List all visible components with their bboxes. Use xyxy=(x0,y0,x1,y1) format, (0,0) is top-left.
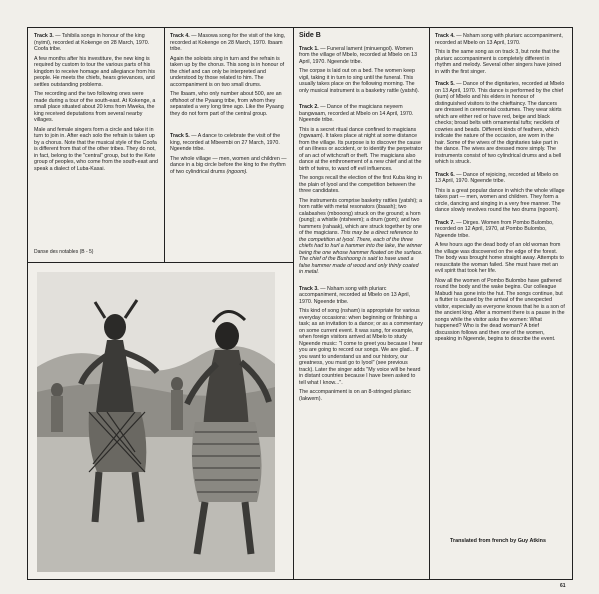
b-track2-paragraph: The instruments comprise basketry rattles (yatshi); a horn rattle with metal resonators (ibaash); two calabashes (mbooong) struck on the ground; a horn (pung); a whistle (ntsheem); a drum (gom); and two hammers (rahaak), which are struck together by one of the magicians. xyxy=(299,197,423,236)
track3-heading: Track 3. xyxy=(34,33,54,39)
b-track4-heading: Track 4. xyxy=(435,33,455,39)
b-track1-heading: Track 1. xyxy=(299,45,319,52)
track4-heading: Track 4. xyxy=(170,33,190,39)
b-track5-heading: Track 5. xyxy=(435,81,455,87)
track3-intro: — Tshibila songs in honour of the king (nyimi), recorded at Kokenge on 28 March, 1970. Coofa tribe. xyxy=(34,33,150,52)
b-track6-heading: Track 6. xyxy=(435,171,455,178)
b-track6-paragraph: This is a great popular dance in which the whole village takes part — men, women and children. They form a circle, dancing and singing in a very free manner. The dance slowly revolves round the two drums (ngoom). xyxy=(435,187,565,213)
track4-paragraph: Again the soloists sing in turn and the refrain is taken up by the chorus. This song is in honour of the chief and can only be interpreted and understood by those related to him. The accompaniment is on two small drums. xyxy=(170,55,285,88)
col4-text xyxy=(435,33,565,346)
side-b-heading: Side B xyxy=(299,32,321,39)
track4-intro: — Masowa song for the visit of the king, recorded at Kokenge on 28 March, 1970. Ibaam tribe. xyxy=(170,33,286,52)
b-track4-paragraph: This is the same song as on track 3, but note that the pluriarc accompaniment is completely different in rhythm and melody. Several other singers have joined in with the first singer. xyxy=(435,49,562,75)
b-track3-paragraph: The accompaniment is on an 8-stringed pluriarc (lakwem). xyxy=(299,389,411,402)
b-track7-paragraph: Now all the women of Pombo Bulombo have gathered round the body and the wake begins. Our colleague Mabudi has gone into the hut. The songs continue, but a flutter is caused by the arrival of the unexpected visitor, especially as everyone knows that he is a son of the ancient king. After a moment there is a pause in the songs while the visitor asks the women: What happened? Who is the dead woman? A brief discussion follows and then one of the women, speaking in Ngeende, begins to describe the event. xyxy=(435,277,565,342)
divider-photo-top xyxy=(28,262,293,263)
track5-intro: — A dance to celebrate the visit of the king, recorded at Mbeembi on 27 March, 1970. Ngeende tribe. xyxy=(170,133,281,152)
col2-text xyxy=(170,33,288,178)
translation-credit: Translated from french by Guy Atkins xyxy=(450,538,546,544)
col3-text xyxy=(299,33,423,405)
b-track1-intro: — Funeral lament (minuengol). Women from the village of Mbelo, recorded at Mbelo on 13 April, 1970. Ngeende tribe. xyxy=(299,45,418,65)
track5-instrument: (ngoom). xyxy=(226,168,248,175)
b-track2-paragraph: This is a secret ritual dance confined to magicians (ngwaam). It takes place at night at some distance from the village. Its purpose is to discover the cause of an illness or accident, or to identify the perpetrator of an act of witchcraft or theft. The magicians also dance at the enthronement of a new chief and at the birth of twins, to ward off evil influences. xyxy=(299,126,423,172)
b-track7-paragraph: A few hours ago the dead body of an old woman from the village was discovered on the edge of the forest. The body was brought home straight away. Attempts to resuscitate the woman failed. She must have met an evil spirit that took her life. xyxy=(435,242,564,274)
b-track6-intro: — Dance of rejoicing, recorded at Mbelo on 13 April, 1970. Ngeende tribe. xyxy=(435,171,559,184)
b-track3-heading: Track 3. xyxy=(299,285,319,292)
b-track5-text: — Dance of the dignitaries, recorded at Mbelo on 13 April, 1970. This dance is performed by the chief (kum) of Mbelo and his elders in honour of distinguished visitors to the chieftaincy. The dancers are dressed in ceremonial costumes. They wear skirts which are either red or have red, beige and black checks; broad belts with ornamental tufts; necklets of cowries and beads. Different kinds of feathers, which indicate the nature of the occasion, are worn in the hair. Some of the wives of the dignitaries take part in the dance. The wives are dressed more simply. The instruments consist of two cylindrical drums and a bell which is struck. xyxy=(435,81,565,165)
b-track2-intro: — Dance of the magicians neyeem bangwaam, recorded at Mbelo on 14 April, 1970. Ngeende tribe. xyxy=(299,104,414,123)
b-track4-intro: — Nsham song with pluriarc accompaniment, recorded at Mbelo on 13 April, 1970. xyxy=(435,33,563,46)
b-track3-intro: — Nsham song with pluriarc accompaniment, recorded at Mbelo on 13 April, 1970. Ngeende tribe. xyxy=(299,285,411,305)
b-track7-intro: — Dirges. Women from Pombo Bulombo, recorded on 12 April, 1970, at Pombo Bulombo, Ngeende tribe. xyxy=(435,219,554,239)
b-track7-heading: Track 7. xyxy=(435,219,455,226)
b-track2-paragraph: The songs recall the election of the first Kuba king in the plain of Iyool and the competition between the three candidates. xyxy=(299,175,422,194)
photo-caption: Danse des notables (B - 5) xyxy=(34,249,94,255)
track5-paragraph: The whole village — men, women and children — dance in a big circle before the king to the rhythm of two cylindrical drums xyxy=(170,155,287,175)
divider-col3 xyxy=(429,28,430,579)
dance-photo xyxy=(37,272,275,572)
track3-paragraph: Male and female singers form a circle and take it in turn to join in. After each solo the refrain is taken up by a chorus. Note that the musical style of the Coofa is different from that of the other tribes. They do not, in fact, belong to the "central" group, but to the Kete group of peoples, who come from the south-east and speak a dialect of Luba-Kasai. xyxy=(34,126,158,172)
track3-paragraph: A few months after his investiture, the new king is required by custom to tour the various parts of his kingdom to receive homage and allegiance from his people. He meets the chiefs, hears grievances, and settles outstanding problems. xyxy=(34,55,156,88)
track3-paragraph: The recording and the two following ones were made during a tour of the south-east. At Kokenge, a small place situated about 20 kms from Mweka, the king received deputations from several nearby villages. xyxy=(34,91,156,123)
col1-text xyxy=(34,33,158,175)
divider-col2 xyxy=(293,28,294,579)
b-track1-paragraph: The corpse is laid out on a bed. The women keep vigil, taking it in turn to sing until the funeral. This usually takes place on the following morning. The only musical instrument is a basketry rattle (yatshi). xyxy=(299,68,420,94)
track5-heading: Track 5. xyxy=(170,133,190,139)
track4-paragraph: The Ibaam, who only number about 500, are an offshoot of the Pyaang tribe, from whom they separated a very long time ago. Like the Pyaang they do not form part of the central group. xyxy=(170,91,284,117)
b-track2-italic: This may be a direct reference to the competition at Iyool. There, each of the three chiefs had to hurl a hammer into the lake, the winner being the one whose hammer floated on the surface. The chief of the Bushoong is said to have used a false hammer made of wood and only thinly coated in metal. xyxy=(299,230,423,275)
b-track3-paragraph: This kind of song (nsham) is appropriate for various everyday occasions: when beginning or finishing a task; as an invitation to a dance; or as a commentary on some current event. It was sung, for example, when foreign visitors arrived at Mbelo to study Ngeende music: "I come to greet you because I hear you are going to record our songs. We are glad... If you want to understand us and our history, our greatness, you must go to Iyool" (see previous track). Later the singer adds "My voice will be heard in distant countries because I have been asked to tell what I know...". xyxy=(299,308,423,386)
b-track2-heading: Track 2. xyxy=(299,104,319,110)
page-number: 61 xyxy=(560,583,566,589)
divider-col1 xyxy=(164,28,165,262)
